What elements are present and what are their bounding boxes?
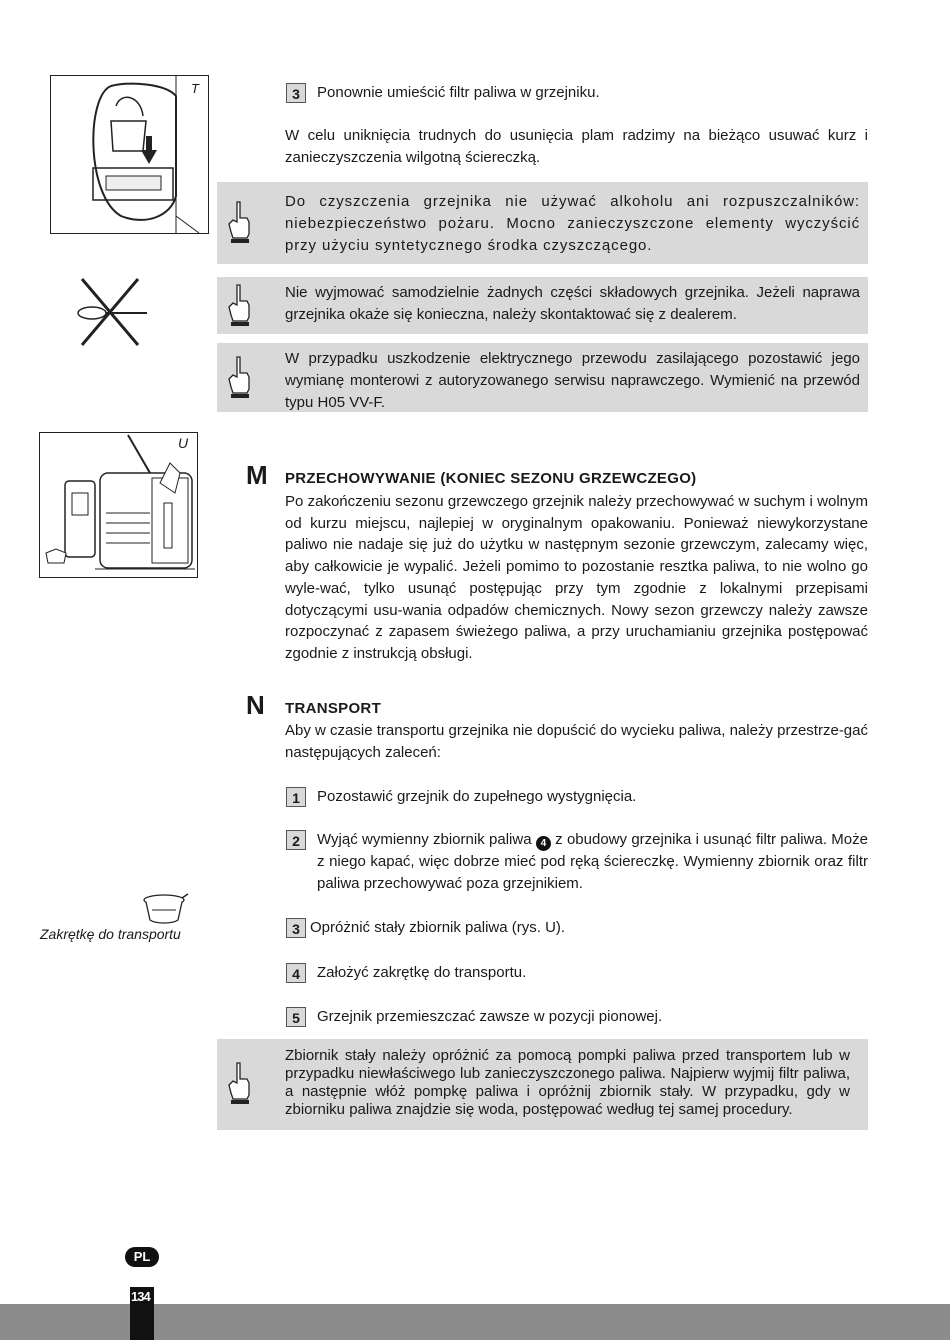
transport-step-5: Grzejnik przemieszczać zawsze w pozycji pionowej.: [317, 1008, 663, 1025]
step-3-text: Ponownie umieścić filtr paliwa w grzejniku.: [317, 84, 600, 101]
pointing-hand-icon: [225, 200, 255, 246]
transport-step-1: Pozostawić grzejnik do zupełnego wystygnięcia.: [317, 788, 637, 805]
transport-step-2: [317, 829, 868, 895]
step-2-text-b: z obudowy grzejnika i usunąć filtr paliwa. Może z niego kapać, więc dobrze mieć pod ręką ściereczkę. Wymienny zbiornik oraz filtr paliwa przechowywać poza grzejnikiem.: [317, 831, 868, 892]
step-number-badge: 1: [286, 787, 306, 807]
language-badge: PL: [125, 1247, 159, 1267]
cleaning-paragraph: W celu uniknięcia trudnych do usunięcia plam radzimy na bieżąco usuwać kurz i zanieczyszczenia wilgotną ściereczką.: [285, 127, 868, 166]
section-m-letter: M: [246, 460, 268, 490]
note-text: W przypadku uszkodzenie elektrycznego przewodu zasilającego pozostawić jego wymianę monterowi z autoryzowanego serwisu naprawczego. Wymienić na przewód typu H05 VV-F.: [285, 350, 860, 411]
pointing-hand-icon: [225, 283, 255, 329]
pointing-hand-icon: [225, 1061, 255, 1107]
step-2-text-a: Wyjąć wymienny zbiornik paliwa: [317, 831, 532, 848]
warning-note-4: [217, 1039, 868, 1130]
no-screwdriver-icon: [72, 275, 152, 347]
section-m-title: PRZECHOWYWANIE (KONIEC SEZONU GRZEWCZEGO): [285, 470, 697, 487]
transport-step-4: Założyć zakrętkę do transportu.: [317, 964, 527, 981]
tank-number-badge: 4: [536, 836, 551, 851]
warning-note-2: [217, 277, 868, 334]
page-number-tab: [130, 1287, 154, 1340]
page-number: 134: [131, 1289, 150, 1304]
transport-cap-caption: Zakrętkę do transportu: [40, 926, 181, 942]
heater-pump-illustration: [40, 433, 197, 577]
section-m-body: Po zakończeniu sezonu grzewczego grzejnik należy przechowywać w suchym i wolnym od kurzu miejscu, najlepiej w oryginalnym opakowaniu. Ponieważ niewykorzystane paliwo nie nadaje się już do użytku w następnym sezonie grzewczym, zalecamy więc, aby całkowicie je wypalić. Jeżeli pomimo to pozostanie resztka paliwa, to nie wolno go wyle-wać, tylko usunąć postępując przy tym zgodnie z lokalnymi przepisami dotyczącymi usu-wania odpadów chemicznych. Nowy sezon grzewczy należy zawsze rozpoczynać z zapasem świeżego paliwa, a przy uruchamianiu grzejnika postępować zgodnie z instrukcją obsługi.: [285, 493, 868, 662]
section-n-title: TRANSPORT: [285, 700, 382, 717]
note-text: Do czyszczenia grzejnika nie używać alkoholu ani rozpuszczalników: niebezpieczeństwo pożaru. Mocno zanieczyszczone elementy wyczyścić przy użyciu syntetycznego środka czyszczącego.: [285, 193, 860, 254]
figure-u-label: U: [178, 435, 189, 451]
warning-note-1: [217, 182, 868, 264]
step-number-badge: 3: [286, 83, 306, 103]
transport-cap-icon: [140, 890, 192, 926]
pointing-hand-icon: [225, 355, 255, 401]
figure-u: [39, 432, 198, 578]
figure-t: [50, 75, 209, 234]
step-number-badge: 5: [286, 1007, 306, 1027]
step-number-badge: 2: [286, 830, 306, 850]
section-n-intro: Aby w czasie transportu grzejnika nie dopuścić do wycieku paliwa, należy przestrze-gać następujących zaleceń:: [285, 722, 868, 761]
transport-step-3: Opróżnić stały zbiornik paliwa (rys. U).: [310, 919, 566, 936]
note-text: Nie wyjmować samodzielnie żadnych części składowych grzejnika. Jeżeli naprawa grzejnika okaże się konieczna, należy skontaktować się z dealerem.: [285, 284, 860, 323]
note-text: Zbiornik stały należy opróżnić za pomocą pompki paliwa przed transportem lub w przypadku niewłaściwego lub zanieczyszczonego paliwa. Najpierw wyjmij filtr paliwa, a następnie włóż pompkę paliwa i opróżnij zbiornik stały. W przypadku, gdy w zbiorniku paliwa znajdzie się woda, postępować według tej samej procedury.: [285, 1047, 850, 1118]
step-number-badge: 4: [286, 963, 306, 983]
step-number-badge: 3: [286, 918, 306, 938]
figure-t-label: T: [191, 81, 199, 96]
fuel-filter-illustration: [51, 76, 208, 233]
warning-note-3: [217, 343, 868, 412]
section-n-letter: N: [246, 690, 265, 720]
